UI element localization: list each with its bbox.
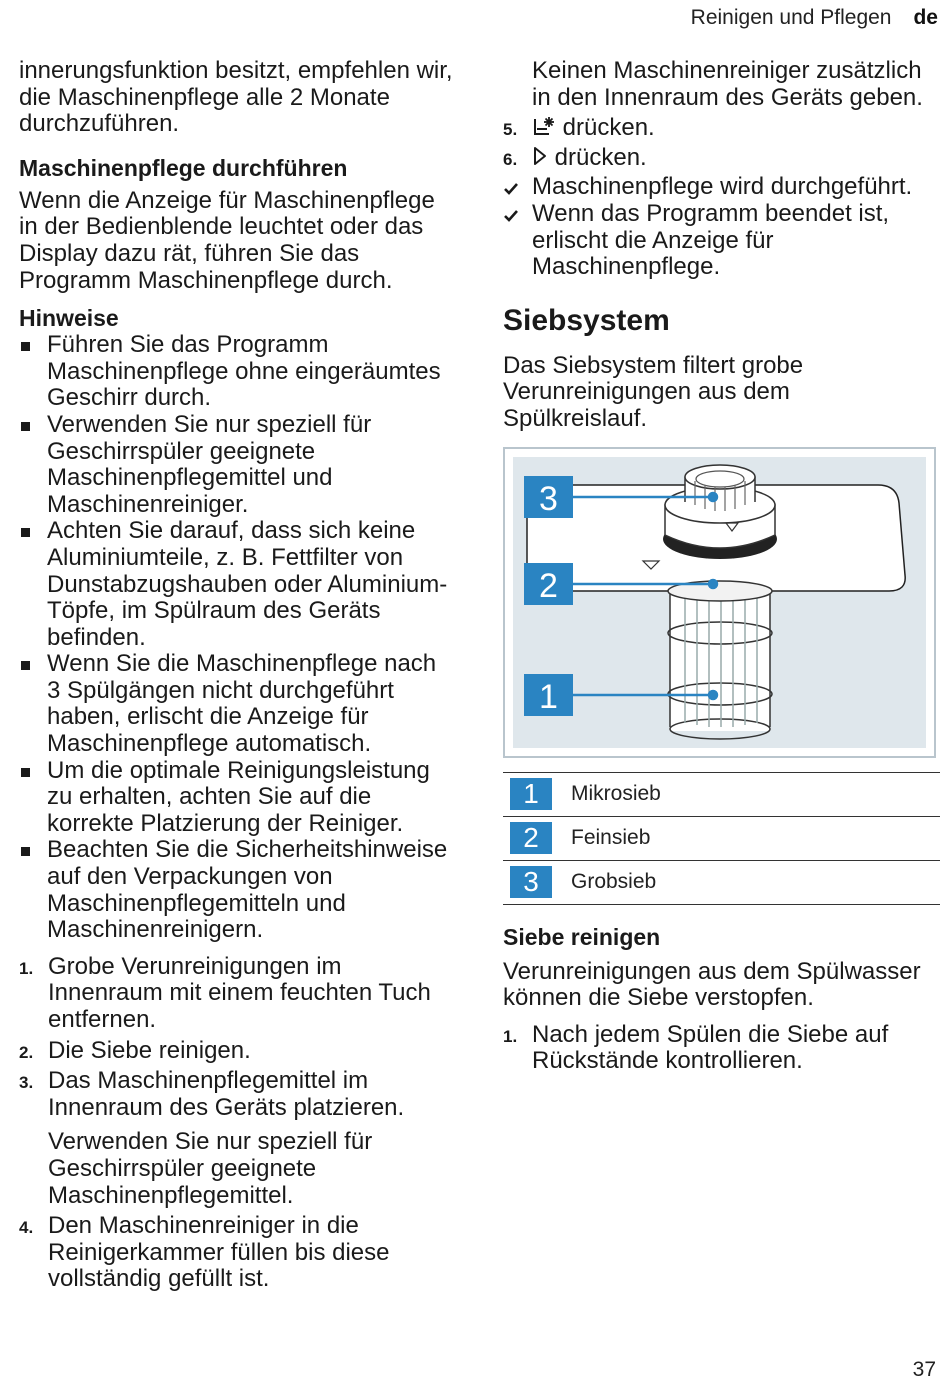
page-number: 37 <box>912 1358 936 1381</box>
page-header <box>691 6 938 30</box>
notes-list <box>19 332 454 944</box>
step-item <box>19 1038 454 1065</box>
step-item <box>19 1068 454 1209</box>
filter-system-figure <box>503 447 936 758</box>
step-number: 2. <box>19 1042 34 1062</box>
step-number: 4. <box>19 1218 34 1238</box>
intro-paragraph: innerungsfunktion besitzt, empfehlen wir, die Maschinenpflege alle 2 Monate durchzuführen. <box>19 57 453 138</box>
callout-number: 1 <box>539 677 558 716</box>
clean-filters-heading: Siebe reinigen <box>503 923 661 950</box>
callout-number: 2 <box>539 566 558 605</box>
step-text: Den Maschinenreiniger in die Reinigerkammer füllen bis diese vollständig gefüllt ist. <box>48 1212 390 1293</box>
check-icon <box>503 209 519 223</box>
result-item <box>503 201 940 281</box>
list-item: Führen Sie das Programm Maschinenpflege ohne eingeräumtes Geschirr durch. <box>19 332 454 412</box>
list-item: Beachten Sie die Sicherheitshinweise auf den Verpackungen von Maschinenpflegemitteln und Maschinenreinigern. <box>19 837 454 943</box>
list-item: Verwenden Sie nur speziell für Geschirrspüler geeignete Maschinenpflegemittel und Maschinenreiniger. <box>19 412 454 518</box>
step-item <box>503 145 940 172</box>
step-text: drücken. <box>554 143 647 171</box>
check-icon <box>503 182 519 196</box>
result-item <box>503 174 940 201</box>
legend-label: Grobsieb <box>571 860 940 904</box>
table-row <box>503 860 940 904</box>
step-number: 1. <box>19 958 34 978</box>
result-text: Wenn das Programm beendet ist, erlischt die Anzeige für Maschinenpflege. <box>532 199 890 281</box>
step-item <box>19 954 454 1034</box>
step-number: 3. <box>19 1073 34 1093</box>
notes-heading: Hinweise <box>19 305 119 332</box>
step-item <box>503 115 940 142</box>
table-row <box>503 772 940 816</box>
filter-illustration <box>513 457 926 748</box>
maintenance-steps <box>19 954 454 1293</box>
result-text: Maschinenpflege wird durchgeführt. <box>532 173 913 201</box>
section-paragraph: Das Siebsystem filtert grobe Verunreinigungen aus dem Spülkreislauf. <box>503 351 804 432</box>
step-text: Nach jedem Spülen die Siebe auf Rückstände kontrollieren. <box>532 1020 889 1075</box>
start-icon <box>532 145 548 167</box>
legend-number: 3 <box>510 866 552 898</box>
continued-note: Keinen Maschinenreiniger zusätzlich in den Innenraum des Geräts geben. <box>532 57 923 111</box>
clean-filters-steps <box>503 1022 940 1075</box>
legend-label: Mikrosieb <box>571 772 940 816</box>
step-number: 6. <box>503 149 518 169</box>
run-steps <box>503 115 940 171</box>
step-number: 1. <box>503 1026 518 1046</box>
step-number: 5. <box>503 120 518 140</box>
clean-filters-paragraph: Verunreinigungen aus dem Spülwasser können die Siebe verstopfen. <box>503 957 921 1012</box>
step-text: drücken. <box>562 114 655 142</box>
step-text: Die Siebe reinigen. <box>48 1036 251 1064</box>
legend-number: 1 <box>510 778 552 810</box>
left-column <box>19 56 454 1293</box>
header-language: de <box>913 6 938 29</box>
result-list <box>503 174 940 280</box>
filter-legend-table <box>503 772 940 905</box>
step-text: Grobe Verunreinigungen im Innenraum mit einem feuchten Tuch entfernen. <box>48 952 431 1033</box>
section-title: Siebsystem <box>503 303 670 337</box>
callout-number: 3 <box>539 479 558 518</box>
table-row <box>503 816 940 860</box>
header-section: Reinigen und Pflegen <box>690 6 892 29</box>
legend-label: Feinsieb <box>571 816 940 860</box>
list-item: Wenn Sie die Maschinenpflege nach 3 Spülgängen nicht durchgeführt haben, erlischt die Anzeige für Maschinenpflege automatisch. <box>19 651 454 757</box>
list-item: Achten Sie darauf, dass sich keine Aluminiumteile, z. B. Fettfilter von Dunstabzugshauben oder Aluminium-Töpfe, im Spülraum des Geräts befinden. <box>19 518 454 651</box>
maintenance-heading: Maschinenpflege durchführen <box>19 154 348 181</box>
machine-care-icon <box>532 115 556 137</box>
step-item <box>503 1022 940 1075</box>
right-column <box>503 56 940 1075</box>
step-text: Das Maschinenpflegemittel im Innenraum des Geräts platzieren. <box>48 1067 405 1121</box>
list-item: Um die optimale Reinigungsleistung zu erhalten, achten Sie auf die korrekte Platzierung der Reiniger. <box>19 758 454 838</box>
legend-number: 2 <box>510 822 552 854</box>
step-note: Verwenden Sie nur speziell für Geschirrspüler geeignete Maschinenpflegemittel. <box>48 1128 373 1209</box>
maintenance-paragraph: Wenn die Anzeige für Maschinenpflege in der Bedienblende leuchtet oder das Display dazu rät, führen Sie das Programm Maschinenpflege durch. <box>19 186 435 294</box>
step-item <box>19 1213 454 1293</box>
